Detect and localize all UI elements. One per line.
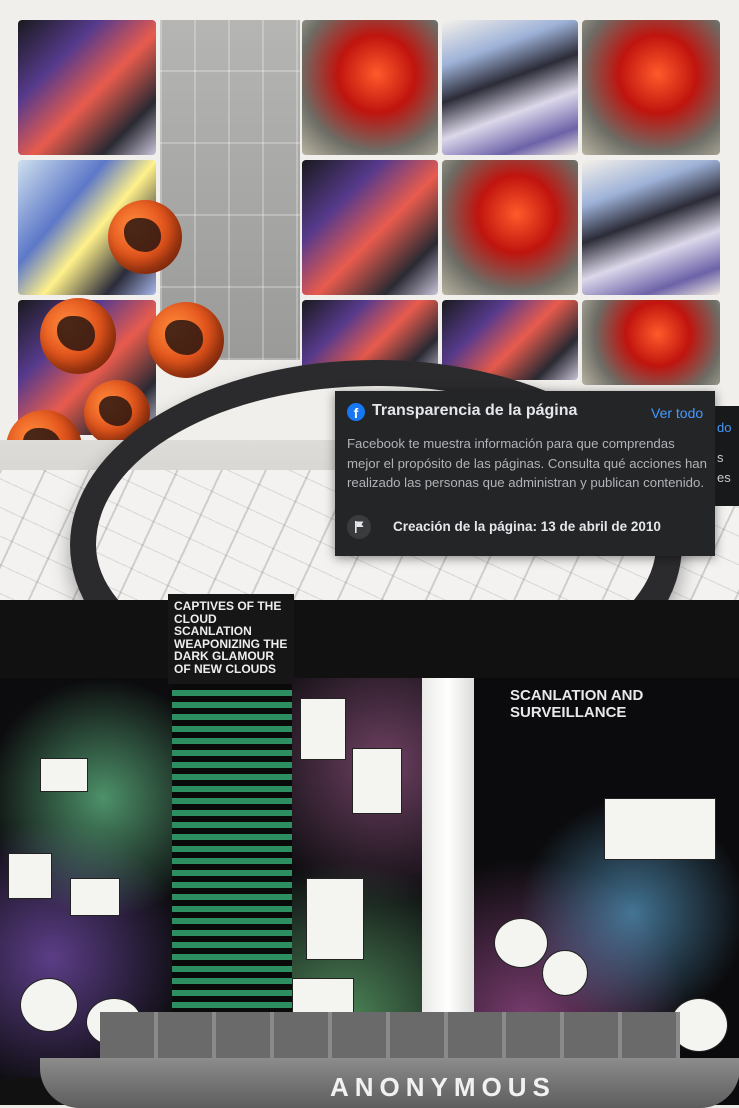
globe-poster xyxy=(442,160,578,295)
speech-bubble xyxy=(352,748,402,814)
transparency-description: Facebook te muestra información para que comprendas mejor el propósito de las páginas. Consulta qué acciones han realizado las personas que administran y publican contenido. xyxy=(347,436,707,490)
speech-bubble xyxy=(494,918,548,968)
wikileaks-poster xyxy=(18,20,156,155)
orange-globe xyxy=(40,298,116,374)
globe-poster xyxy=(582,20,720,155)
facebook-icon: f xyxy=(347,403,365,421)
speech-bubble xyxy=(70,878,120,916)
flag-icon xyxy=(347,515,371,539)
globe-poster xyxy=(302,20,438,155)
ship-cargo xyxy=(100,1012,680,1062)
mirror-poster xyxy=(582,160,720,295)
captives-title: CAPTIVES OF THE CLOUD SCANLATION WEAPONIZING THE DARK GLAMOUR OF NEW CLOUDS xyxy=(168,594,294,684)
speech-bubble xyxy=(542,950,588,996)
clipped-panel-edge xyxy=(715,406,739,506)
mirror-poster xyxy=(442,20,578,155)
transparency-title: Transparencia de la página xyxy=(372,402,578,419)
speech-bubble xyxy=(8,853,52,899)
wikileaks-poster xyxy=(302,160,438,295)
page-transparency-card xyxy=(335,391,715,556)
clipped-text: es xyxy=(717,470,731,485)
orange-globe xyxy=(148,302,224,378)
clipped-text: s xyxy=(717,450,724,465)
surveillance-title: SCANLATION AND SURVEILLANCE xyxy=(510,687,644,721)
ship-name: ANONYMOUS xyxy=(330,1072,556,1102)
clipped-text: do xyxy=(717,420,732,435)
speech-bubble xyxy=(306,878,364,960)
speech-bubble xyxy=(40,758,88,792)
orange-globe xyxy=(108,200,182,274)
comic-installation xyxy=(0,600,739,1105)
speech-bubble xyxy=(604,798,716,860)
see-all-link[interactable]: Ver todo xyxy=(651,405,704,421)
page-creation-date: Creación de la página: 13 de abril de 2010 xyxy=(393,519,661,534)
speech-bubble xyxy=(20,978,78,1032)
speech-bubble xyxy=(300,698,346,760)
globe-poster xyxy=(582,300,720,385)
